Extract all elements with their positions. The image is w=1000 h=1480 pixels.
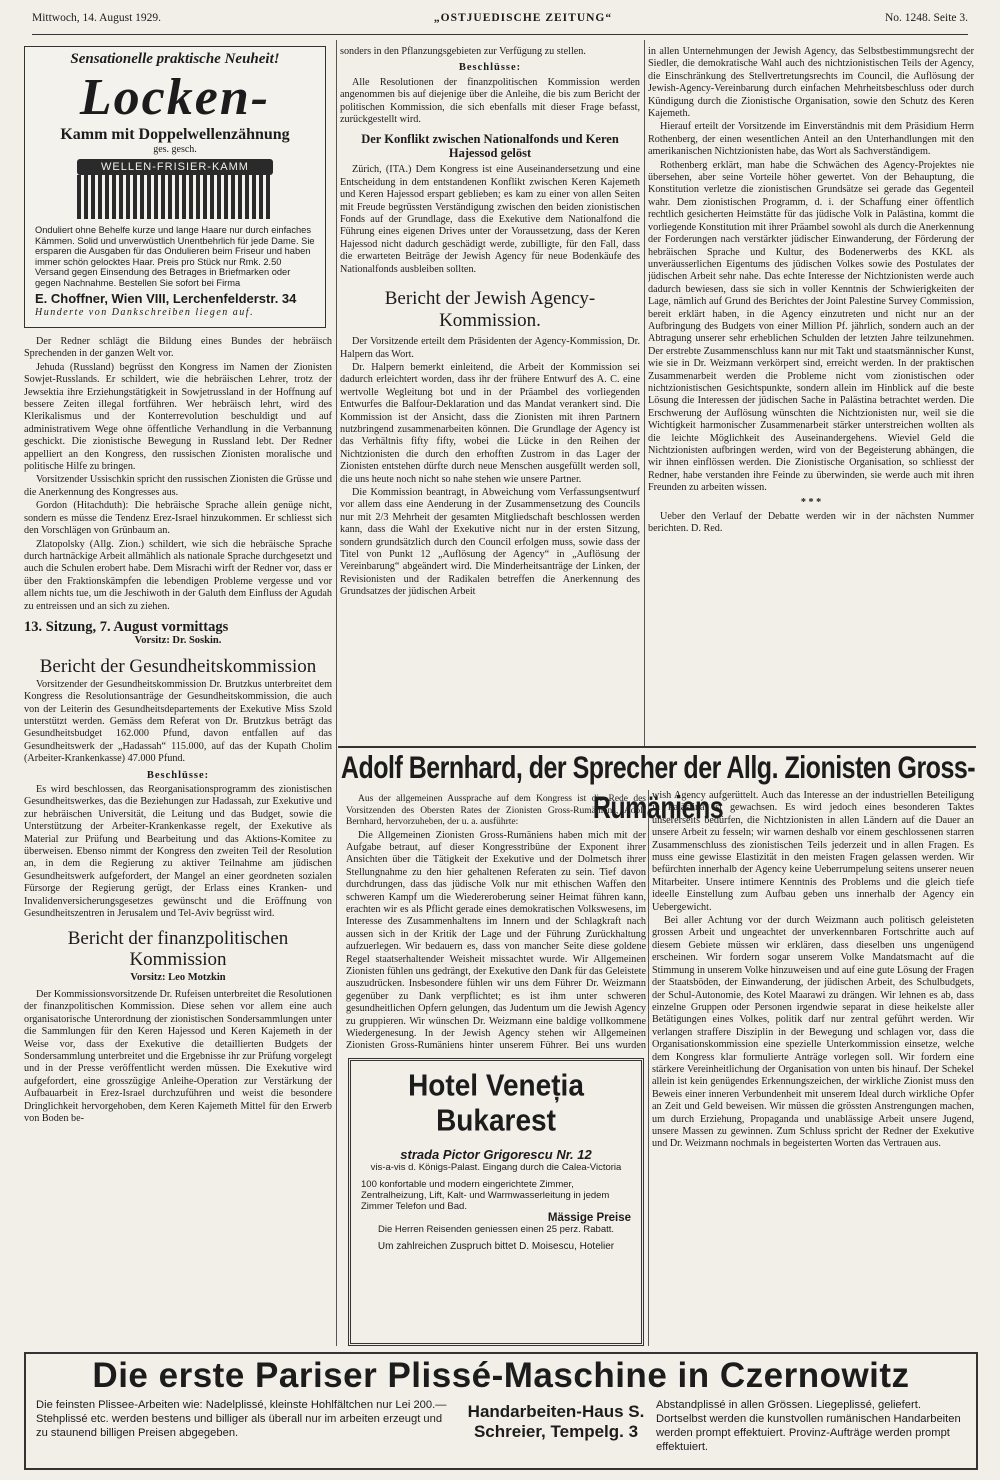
column-rule xyxy=(644,40,645,746)
header-date: Mittwoch, 14. August 1929. xyxy=(32,12,162,24)
paragraph: Der Redner schlägt die Bildung eines Bundes der hebräisch Sprechenden in der ganzen Welt vor. xyxy=(24,336,332,360)
plisse-title: Die erste Pariser Plissé-Maschine in Czernowitz xyxy=(92,1356,910,1395)
separator-stars: * * * xyxy=(800,496,822,508)
resolutions-heading: Beschlüsse: xyxy=(146,769,210,781)
ad-hotel-venetia xyxy=(348,1058,644,1346)
paragraph: Die Kommission beantragt, in Abweichung vom Verfassungsentwurf vor allem dass eine Aenderung in der Zusammensetzung des Councils nur mit 2/3 Mehrheit der gesamten Mitgliedschaft beschlossen werden kann, dass die Wahl der Exekutive nicht nur in der ersten Sitzung, sondern grundsätzlich durch den Council erfolgen muss, sowie dass der Titel von Punkt 12 „Auflösung der Agency“ in „Auflösung der Vereinbarung“ abgeändert wird. Die Minderheitsanträge der Linken, der Revisionisten und der Radikalen betreffen die Anerkennung des Grundsatzes der jüdischen Arbeit xyxy=(340,486,640,598)
ad-locken-kamm xyxy=(24,46,326,328)
column-1 xyxy=(24,336,332,1346)
column-2 xyxy=(340,46,640,742)
bernhard-intro: Aus der allgemeinen Aussprache auf dem Kongress ist die Rede des Vorsitzenden des Obersten Rates der Zionisten Gross-Rumäniens, Adolf Bernhard, hervorzuheben, der u. a. ausführte: xyxy=(346,794,646,827)
hotel-name: Hotel Veneția Bukarest xyxy=(408,1067,584,1138)
hotel-discount: Die Herren Reisenden geniessen einen 25 perz. Rabatt. xyxy=(377,1224,615,1235)
header-page-number: No. 1248. Seite 3. xyxy=(884,12,968,24)
paragraph: Jehuda (Russland) begrüsst den Kongress im Namen der Zionisten Sowjet-Russlands. Er schildert, wie die hebräischen Lehrer, trotz der Jewsektia ihre Erziehungstätigkeit in Sowjetrussland in der Hoffnung auf bessere Zeiten illegal fortführen. Wer hebräisch lehrt, wird des Klerikalismus und der Konterrevolution beschuldigt und auf administrativem Wege ohne öffentliche Verhandlung in die Verbannung geschickt. Die zionistische Bewegung in Russland lebt. Der Redner appelliert an den Kongress, den russischen Zionisten moralische und politische Hilfe zu bringen. xyxy=(24,361,332,473)
plisse-shop-name: Handarbeiten-Haus S. Schreier, Tempelg. 3 xyxy=(467,1402,645,1441)
session-heading: 13. Sitzung, 7. August vormittags xyxy=(24,618,229,635)
ad-locken-testimonials: Hunderte von Dankschreiben liegen auf. xyxy=(35,306,255,318)
paragraph: Der Kommissionsvorsitzende Dr. Rufeisen unterbreitet die Resolutionen der finanzpolitischen Kommission. Diese sehen vor allem eine auch organisatorische Unterordnung der zionistischen Sondersammlungen unter die Sammlungen für den Keren Hajessod und Keren Kajemeth in der Weise vor, dass der Exekutive die detaillierten Budgets der Sondersammlung unterbreitet und die Ergebnisse ihr zur Prüfung vorgelegt und in der Presse veröffentlicht werden müssen. Die Exekutive wird aufgefordert, eine grosszügige Anleihe-Operation zur Verstärkung der Aufbauarbeit in Erez-Israel durchzuführen und weist die besondere Dringlichkeit hervorgehoben, dem Keren Kajemeth Mittel für den Erwerb von Boden be- xyxy=(24,988,332,1124)
paragraph: Die Allgemeinen Zionisten Gross-Rumäniens haben mich mit der Aufgabe betraut, auf dieser Kongresstribüne der Exponent ihrer Ansichten über die Tätigkeit der Exekutive und der Dolmetsch ihrer Stellungnahme zu den hier gehaltenen Referaten zu sein. Tief davon durchdrungen, dass das jüdische Volk nur mit ethischen Waffen den schweren Kampf um die Wiedereroberung seiner Heimat führen kann, erachten wir es als Pflicht gerade eines demokratischen Volkswesens, im Interesse des Zusammenhaltens im Innern und der Schlagkraft nach aussen sich in der Kritik der Lage und der Führung Zurückhaltung aufzuerlegen. Wir bedauern es, dass von mancher Seite diese goldene Regel staatserhaltender Weisheit missachtet wurde. Wir Allgemeinen Zionisten fühlen uns gedrängt, der Exekutive den Dank für das Geleistete auszudrücken. Insbesondere fühlen wir uns dem Führer Dr. Weizmann gegenüber zu Dank verpflichtet; es ist ihm unter schweren gesundheitlichen Opfern gelungen, das Judentum um die Jewish Agency zu gruppieren. Wir wünschen Dr. Weizmann eine baldige vollkommene Wiedergenesung. In der Jewish Agency stehen wir Allgemeinen Zionisten Gross-Rumäniens hinter unserem Führer. Bei uns wurden xyxy=(346,829,646,1050)
header-newspaper-title: „OSTJUEDISCHE ZEITUNG“ xyxy=(433,12,613,24)
ad-locken-tagline: Sensationelle praktische Neuheit! xyxy=(70,51,280,67)
comb-teeth xyxy=(77,175,273,219)
paragraph: Hierauf erteilt der Vorsitzende im Einverständnis mit dem Präsidium Herrn Rothenberg, der einen wesentlichen Anteil an den Unterhandlungen mit den amerikanischen Nichtzionisten habe, das Wort als Sachverständigem. xyxy=(648,121,974,158)
plisse-right-text: Abstandplissé in allen Grössen. Liegeplissé, geliefert. Dortselbst werden die kunstvollen rumänischen Handarbeiten werden prompt effektuiert. Provinz-Aufträge werden prompt effektuiert. xyxy=(656,1399,961,1453)
ad-locken-name: Locken- xyxy=(79,69,271,126)
paragraph: wish Agency aufgerüttelt. Auch das Interesse an der industriellen Beteiligung in Palästina ist gewachsen. Es wird jedoch eines besonderen Taktes unsererseits bedürfen, die Nichtzionisten in allen Ländern auf die Dauer an unsere Arbeit zu fesseln; wir warnen deshalb vor einem geschlossenen starren Zusammenschluss des zionistischen Teils jederzeit und in allen Fragen. Es muss eine gewisse Elastizität in den meisten Fragen gelassen werden. Wir befürchten innerhalb der Agency keine Ueberrumpelung seitens unserer neuen Mitarbeiter. Unsere intimere Kenntnis des Problems und die gleich tiefe ideelle Einstellung zum Aufbau geben uns innerhalb der Agency ein Uebergewicht. xyxy=(652,790,974,913)
hotel-footer: Um zahlreichen Zuspruch bittet D. Moisescu, Hotelier xyxy=(377,1241,615,1252)
hotel-prices: Mässige Preise xyxy=(547,1212,631,1224)
resolutions-heading: Beschlüsse: xyxy=(458,62,522,74)
paragraph: in allen Unternehmungen der Jewish Agency, das Selbstbestimmungsrecht der Siedler, die demokratische Wahl auch des nichtzionistischen Teils der Agency, die Einschränkung des Stellvertretungsrechts im Council, die Auflösung der Jewish-Agency-Vereinbarung durch einfachen Mehrheitsbeschluss oder durch Kündigung durch die Zionistische Organisation, sowie den Schutz des Keren Kajemeth. xyxy=(648,46,974,120)
section-heading-agency: Bericht der Jewish Agency-Kommission. xyxy=(384,288,596,332)
bernhard-column-right xyxy=(652,790,974,1346)
paragraph: Alle Resolutionen der finanzpolitischen Kommission werden angenommen bis auf diejenige über die Anleihe, die bis zum Bericht der politischen Kommission, die sich ebenfalls mit dieser Frage befasst, zurückgestellt wird. xyxy=(340,76,640,126)
bernhard-headline: Adolf Bernhard, der Sprecher der Allg. Zionisten Gross-Rumäniens xyxy=(340,750,976,826)
column-rule xyxy=(648,790,649,1346)
comb-band-label: WELLEN-FRISIER-KAMM xyxy=(77,159,273,175)
session-chair: Vorsitz: Dr. Soskin. xyxy=(134,635,222,647)
hotel-location: vis-a-vis d. Königs-Palast. Eingang durch die Calea-Victoria xyxy=(370,1162,622,1173)
hotel-description: 100 konfortable und modern eingerichtete Zimmer, Zentralheizung, Lift, Kalt- und Warmwasserleitung in jedem Zimmer Telefon und Bad. xyxy=(361,1179,610,1212)
ad-locken-firm: E. Choffner, Wien VIII, Lerchenfelderstr. 34 xyxy=(35,290,297,306)
paragraph: Vorsitzender der Gesundheitskommission Dr. Brutzkus unterbreitet dem Kongress die Resolutionsanträge der Gesundheitskommission, die auch von der Leiterin des Gesundheitsdepartements der Exekutive Miss Szold unterstützt werden. Gemäss dem Referat von Dr. Brutzkus beträgt das Gesundheitsbudget 162.000 Pfund, davon entfallen auf das Gesundheitswerk der „Hadassah“ 115.000, auf das der Kupath Cholim (Arbeiter-Krankenkasse) 47.000 Pfund. xyxy=(24,678,332,765)
paragraph: Zürich, (ITA.) Dem Kongress ist eine Auseinandersetzung und eine Entscheidung in dem entstandenen Konflikt zwischen Keren Kajemeth und Keren Hajessod erspart geblieben; es kam zu einer von allen Seiten mit Freude begrüssten Verständigung zwischen den beiden zionistischen Fonds auf der Grundlage, dass die Exekutive dem Nationalfond die Führung eines eigenen Drives unter der Voraussetzung, dass der Keren Hajessod nicht dadurch geschädigt werde, zubilligte, für den Fall, dass die erwarteten Beiträge der Jewish Agency für neue Bodenkäufe des Nationalfonds ausbleiben sollten. xyxy=(340,164,640,275)
ad-locken-subtitle: Kamm mit Doppelwellenzähnung xyxy=(60,126,290,143)
comb-illustration xyxy=(77,159,273,221)
paragraph: Gordon (Hitachduth): Die hebräische Sprache allein genüge nicht, sondern es müsse die Tendenz Erez-Israel hinzukommen. Er schliesst sich den Vorschlägen von Grünbaum an. xyxy=(24,500,332,537)
page-header xyxy=(32,12,968,35)
column-3 xyxy=(648,46,974,742)
section-heading-conflict: Der Konflikt zwischen Nationalfonds und Keren Hajessod gelöst xyxy=(361,132,619,161)
paragraph: Vorsitzender Ussischkin spricht den russischen Zionisten die Grüsse und die Anerkennung des Kongresses aus. xyxy=(24,474,332,498)
hotel-street: strada Pictor Grigorescu Nr. 12 xyxy=(400,1147,592,1162)
paragraph: Rothenberg erklärt, man habe die Schwächen des Agency-Projektes nie übersehen, aber seine Vorteile höher gewertet. Von der Behauptung, die Konstitution verletze die zionistischen Grundsätze sei gerade das Gegenteil wahr. Dem zionistischen Programm, d. i. der Schaffung einer öffentlich rechtlich gesicherten Heimstätte für das jüdische Volk in Palästina, kommt die vorliegende Konstitution mit ihrer Präambel sowohl als durch die Anerkennung der Forderungen nach verstärkter jüdischer Einwanderung, der Förderung der hebräischen Sprache und Kultur, des Bodenerwerbs des KKL als unveräusserlichen Eigentums des jüdischen Volkes sowie des Postulates der jüdischen Arbeit sehr nahe. Das echte Interesse der Nichtzionisten werde auch dadurch bewiesen, dass sie sich in voller Kenntnis der Schwierigkeiten der Lage, nämlich auf Grund des Berichtes der Joint Palestine Survey Commission, bereit erklärt haben, in die Agency einzutreten und nicht nur an der Aufbringung des Budgets von einer Million Pf. jährlich, sondern auch an der Abtragung unserer sehr erheblichen Schulden der letzten Jahre teilzunehmen. Der erstrebte Zusammenschluss kann nur mit Takt und staatsmännischer Kunst, wie sie in Dr. Weizmann verkörpert sind, erreicht werden. In der praktischen Zusammenarbeit werden die Probleme nicht vom zionistischen oder nichtzionistischen Gesichtspunkte, sondern allein im Hinblick auf die beste Lösung die Interessen der jüdischen Sache in Palästina betrachtet werden. Die Erschwerung der Auflösung wünschten die Nichtzionisten nur, weil sie die Wichtigkeit harmonischer Zusammenarbeit stärker unterstreichen wollten als die leichte Möglichkeit des Auseinandergehens. Wieviel Geld die Nichtzionisten aufbringen werden, wird von der Begeisterung abhängen, die wir ihnen einflössen werden. Die Zionistische Organisation, so schliesst der Redner, habe verstanden ihre Feinde zu überwinden, sie werde auch mit ihren Freunden zu arbeiten wissen. xyxy=(648,159,974,494)
bernhard-column-left xyxy=(346,794,646,1050)
section-heading-health: Bericht der Gesundheitskommission xyxy=(39,655,317,677)
paragraph: Ueber den Verlauf der Debatte werden wir in der nächsten Nummer berichten. D. Red. xyxy=(648,511,974,535)
ad-locken-body: Onduliert ohne Behelfe kurze und lange Haare nur durch einfaches Kämmen. Solid und unverwüstlich Unentbehrlich für jede Dame. Sie ersparen die Ausgaben für das Ondulieren beim Friseur und haben immer schön gelocktes Haar. Preis pro Stück nur Rmk. 2.50 Versand gegen Einsendung des Betrages in Briefmarken oder gegen Nachnahme. Bestellen Sie sofort bei Firma xyxy=(35,225,315,288)
ad-locken-ges: ges. gesch. xyxy=(153,144,197,155)
column-rule xyxy=(336,40,337,1346)
paragraph: sonders in den Pflanzungsgebieten zur Verfügung zu stellen. xyxy=(340,46,586,57)
paragraph: Der Vorsitzende erteilt dem Präsidenten der Agency-Kommission, Dr. Halpern das Wort. xyxy=(340,336,640,360)
paragraph: Es wird beschlossen, das Reorganisationsprogramm des zionistischen Gesundheitswerkes, das die Beziehungen zur Hadassah, zur Exekutive und zur hebräischen Universität, die Leitung und das Budget, sowie die Unterstützung der Arbeiter-Krankenkasse regelt, der Exekutive als Material zur Prüfung und Bearbeitung und das Aktions-Komitee zu überweisen. Ebenso nimmt der Kongress den zweiten Teil der Resolution an, in dem die Regierung zu aktiver Teilnahme am jüdischen Gesundheitswerk aufgefordert, der Mangel an einer geordneten sozialen Fürsorge der Regierung gerügt, der Erlass eines Kranken- und Invalidenversicherungsgesetzes gewünscht und die Eröffnung von Gesundheitszentren in Jerusalem und Tel-Aviv begrüsst wird. xyxy=(24,784,332,920)
plisse-left-text: Die feinsten Plissee-Arbeiten wie: Nadelplissé, kleinste Hohlfältchen nur Lei 200.— Stehplissé etc. werden bestens und billiger als überall nur im arbeiten erzeugt und zu staunend billigen Preisen abgegeben. xyxy=(36,1399,447,1439)
finance-chair: Vorsitz: Leo Motzkin xyxy=(130,972,226,984)
paragraph: Dr. Halpern bemerkt einleitend, die Arbeit der Kommission sei dadurch erleichtert worden, dass ihr der frühere Entwurf des A. C. eine wertvolle Wegleitung bot und in der Präambel des vorliegenden Entwurfes die Balfour-Deklaration und das Mandat verankert sind. Die Kommission ist der Ansicht, dass die Zionisten mit ihren Partnern nutzbringend zusammenarbeiten können. Die Grundlage der Agency ist das Verhältnis fifty fifty, wobei die Lücke in den Reihen der Nichtzionisten die durch den erhofften Zustrom in das Lager der Zionisten entstehen dürfte durch neue Menschen ausgefüllt werden soll, die uns heute noch nicht so nahe stehen wie unsere Partner. xyxy=(340,361,640,485)
paragraph: Bei aller Achtung vor der durch Weizmann auch politisch geleisteten grossen Arbeit und ungeachtet der unverkennbaren Fortschritte auch auf diesem Gebiete müssen wir erklären, dass dieselben uns ungenügend erscheinen. Wir fordern sogar unserem Volke Mandatsmacht auf die Stimmung in unserem Volke hinzuweisen und auf eine gute Lösung der Fragen der Staatsböden, der Einwanderung, der jüdischen Arbeit, des Schulbudgets, der Schul-Autonomie, des Kotel Maarawi zu drängen. Wir lehnen es ab, dass einzelne Gruppen oder Personen irgendwie separat in diese heikelste aller Betätigungen eines Volkes, politik darf nur zentral geführt werden. Wir verlangen strafferе Disziplin in der Bewegung und schlagen vor, dass die Organisationskommission eine spezielle Unterkommission einsetze, welche dem Kongress klar formulierte Anträge vorlegen soll. Wir fordern eine stärkere Vereinheitlichung der Organisation von unten bis hinauf. Der Schekel allein ist kein genügendes Erkennungszeichen, der wirkliche Zionist muss den Beweis einer inneren Verbundenheit mit unserem Ideal durch wirkliche Opfer an Zeit und Geld beweisen. Wir müssen die grössten Anstrengungen machen, um durch Erziehung, Propaganda und unablässige Arbeit unsere Jugend, unsere Massen zu gewinnen. Zum Schluss spricht der Redner der Exekutive und Dr. Weizmann nochmals in begeisterten Worten das Vertrauen aus. xyxy=(652,915,974,1150)
section-heading-finance: Bericht der finanzpolitischen Kommission xyxy=(67,928,289,971)
paragraph: Zlatopolsky (Allg. Zion.) schildert, wie sich die hebräische Sprache durch hartnäckige Arbeit allmählich als nationale Sprache durchgesetzt und auch die Schulen erobert habe. Dem Misrachi wirft der Redner vor, dass er über den Fraktionskämpfen die lebendigen Probleme vergesse und vor allem nichts tue, um die Jeschiwoth in der Galuth dem Einfluss der Agudah zu entreissen und an sich zu ziehen. xyxy=(24,538,332,612)
ad-plisse-maschine xyxy=(24,1352,978,1470)
